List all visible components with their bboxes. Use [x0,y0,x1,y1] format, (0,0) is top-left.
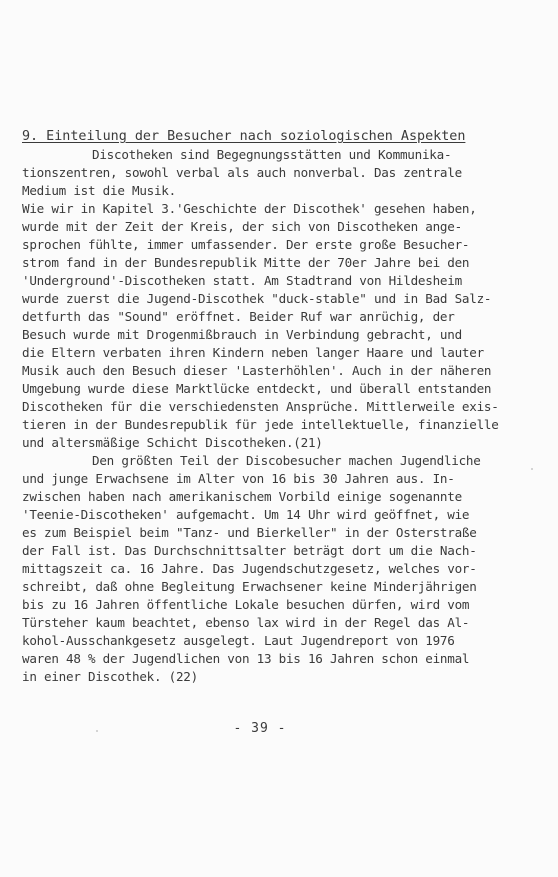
text-line: mittagszeit ca. 16 Jahre. Das Jugendschutzgesetz, welches vor- [22,561,477,576]
text-line: Discotheken sind Begegnungsstätten und Kommunika- [92,147,452,162]
text-line: bis zu 16 Jahren öffentliche Lokale besuchen dürfen, wird vom [22,597,470,612]
text-line: der Fall ist. Das Durchschnittsalter beträgt dort um die Nach- [22,543,477,558]
text-line: und altersmäßige Schicht Discotheken.(21) [22,435,323,450]
text-line: Musik auch den Besuch dieser 'Lasterhöhlen'. Auch in der näheren [22,363,492,378]
text-line: 'Teenie-Discotheken' aufgemacht. Um 14 Uhr wird geöffnet, wie [22,507,470,522]
section-heading: 9. Einteilung der Besucher nach soziologischen Aspekten [22,129,466,144]
text-line: Medium ist die Musik. [22,183,176,198]
text-line: zwischen haben nach amerikanischem Vorbild einige sogenannte [22,489,462,504]
text-line: Discotheken für die verschiedensten Ansprüche. Mittlerweile exis- [22,399,499,414]
text-line: wurde mit der Zeit der Kreis, der sich von Discotheken ange- [22,219,462,234]
text-line: die Eltern verbaten ihren Kindern neben langer Haare und lauter [22,345,484,360]
text-line: Wie wir in Kapitel 3.'Geschichte der Discothek' gesehen haben, [22,201,477,216]
text-line: tieren in der Bundesrepublik für jede intellektuelle, finanzielle [22,417,499,432]
text-line: tionszentren, sowohl verbal als auch nonverbal. Das zentrale [22,165,462,180]
text-line: und junge Erwachsene im Alter von 16 bis 30 Jahren aus. In- [22,471,455,486]
text-line: schreibt, daß ohne Begleitung Erwachsener keine Minderjährigen [22,579,477,594]
scan-speck [531,468,533,470]
text-line: Besuch wurde mit Drogenmißbrauch in Verbindung gebracht, und [22,327,462,342]
scan-speck [96,730,98,732]
text-line: Türsteher kaum beachtet, ebenso lax wird in der Regel das Al- [22,615,470,630]
text-line: 'Underground'-Discotheken statt. Am Stadtrand von Hildesheim [22,273,462,288]
text-line: sprochen fühlte, immer umfassender. Der erste große Besucher- [22,237,470,252]
text-line: es zum Beispiel beim "Tanz- und Bierkeller" in der Osterstraße [22,525,477,540]
text-line: strom fand in der Bundesrepublik Mitte der 70er Jahre bei den [22,255,470,270]
text-line: wurde zuerst die Jugend-Discothek "duck-stable" und in Bad Salz- [22,291,492,306]
text-line: waren 48 % der Jugendlichen von 13 bis 16 Jahren schon einmal [22,651,470,666]
text-line: in einer Discothek. (22) [22,669,198,684]
text-line: detfurth das "Sound" eröffnet. Beider Ruf war anrüchig, der [22,309,455,324]
text-line: kohol-Ausschankgesetz ausgelegt. Laut Jugendreport von 1976 [22,633,455,648]
text-line: Umgebung wurde diese Marktlücke entdeckt, und überall entstanden [22,381,492,396]
text-line: Den größten Teil der Discobesucher machen Jugendliche [92,453,481,468]
page-number: - 39 - [233,721,287,736]
